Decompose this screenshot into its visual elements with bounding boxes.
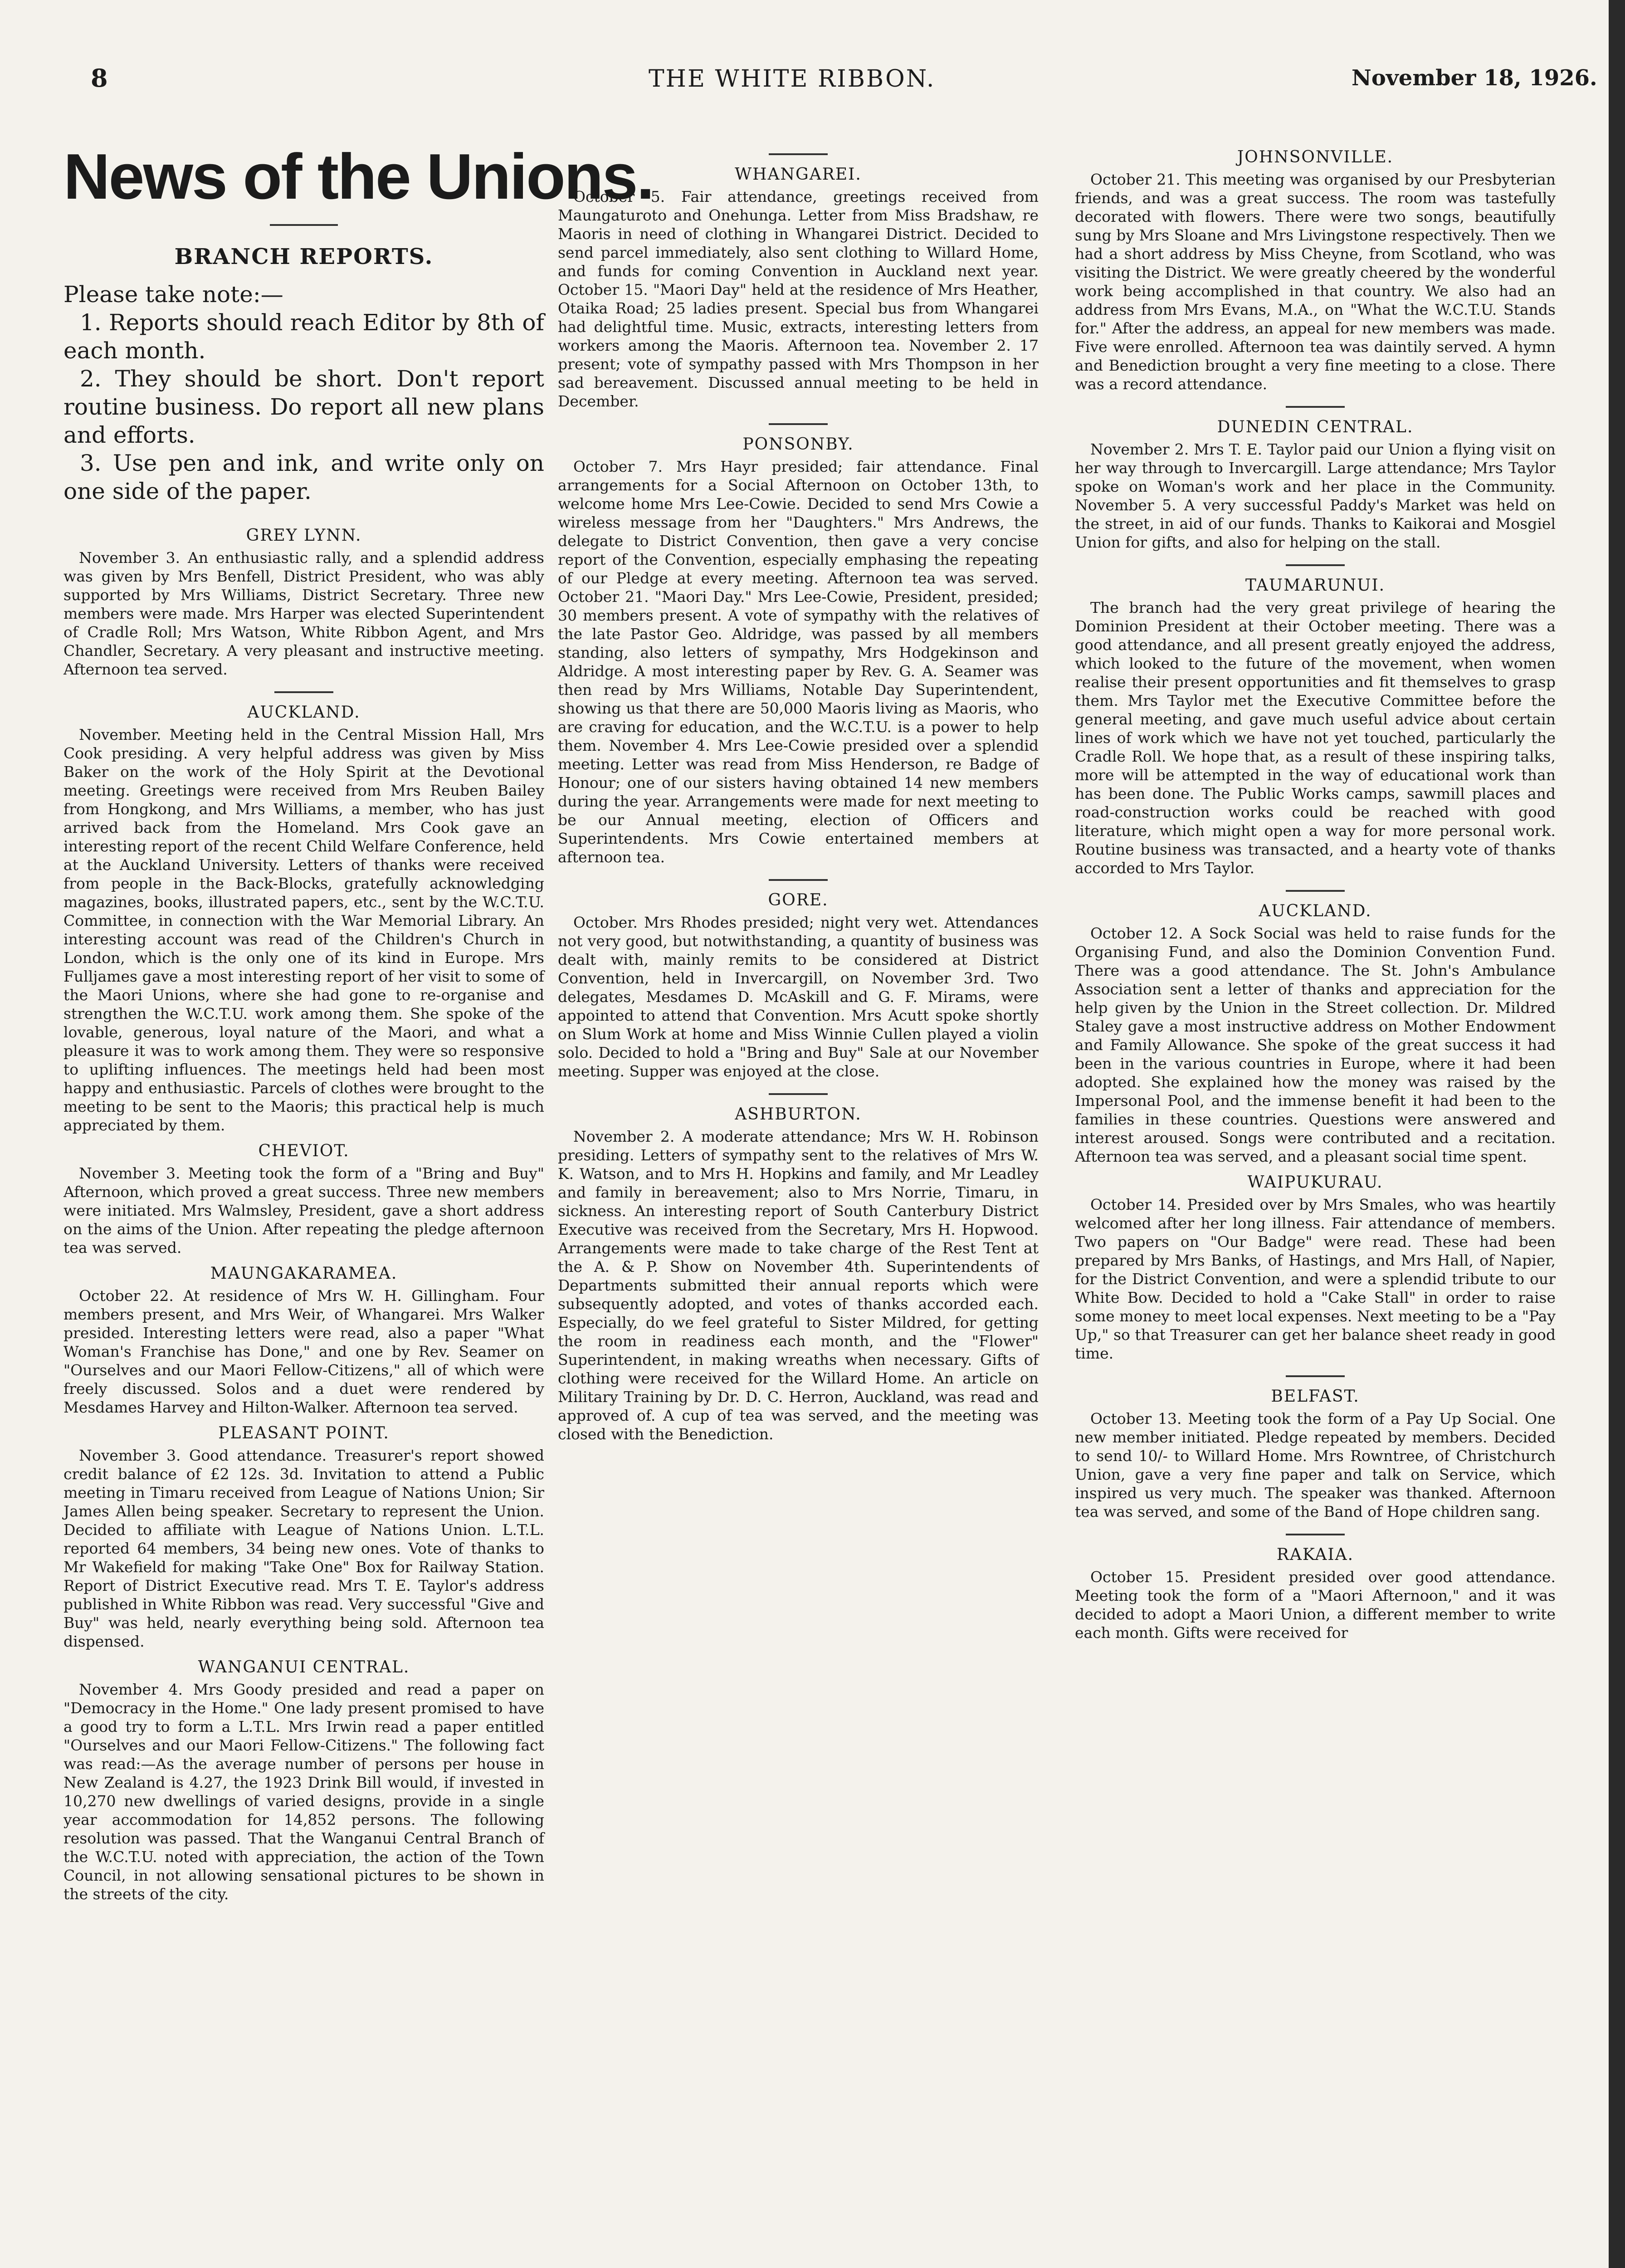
report-title: ASHBURTON. (735, 1105, 862, 1124)
report-grey-lynn (63, 526, 544, 679)
spacer (63, 505, 544, 519)
report-text: October 14. Presided over by Mrs Smales, who was heartily welcomed after her long illness. Fair attendance of members. Two papers on "Our Badge" were read. These had been prepared by Mrs Banks, of Hastings, and Mrs Hall, of Napier, for the District Convention, and were a splendid tribute to our White Bow. Decided to hold a "Cake Stall" in order to raise some money to meet local expenses. Next meeting to be a "Pay Up," so that Treasurer can get her balance sheet ready in good time. (1075, 1196, 1556, 1362)
report-taumarunui (1075, 576, 1556, 877)
report-text: November 4. Mrs Goody presided and read a paper on "Democracy in the Home." One lady present promised to have a good try to form a L.T.L. Mrs Irwin read a paper entitled "Ourselves and our Maori Fellow-Citizens." The following fact was read:—As the average number of persons per house in New Zealand is 4.27, the 1923 Drink Bill would, if invested in 10,270 new dwellings of varied designs, provide in a single year accommodation for 14,852 persons. The following resolution was passed. That the Wanganui Central Branch of the W.C.T.U. noted with appreciation, the action of the Town Council, in not allowing sensational pictures to be shown in the streets of the city. (63, 1681, 544, 1903)
column-3 (1075, 141, 1556, 2268)
report-title: MAUNGAKARAMEA. (210, 1264, 398, 1283)
report-auckland-2 (1075, 902, 1556, 1166)
report-dunedin-central (1075, 418, 1556, 552)
running-head (0, 59, 1625, 100)
divider (270, 224, 338, 226)
note-item: 1. Reports should reach Editor by 8th of each month. (63, 309, 544, 364)
divider (769, 1093, 828, 1095)
report-text: October 15. President presided over good attendance. Meeting took the form of a "Maori Afternoon," and it was decided to adopt a Maori Union, a different member to write each month. Gifts were received for (1075, 1568, 1556, 1642)
report-title: DUNEDIN CENTRAL. (1217, 418, 1414, 436)
divider (769, 879, 828, 881)
report-wanganui-central (63, 1658, 544, 1903)
report-text: November. Meeting held in the Central Mission Hall, Mrs Cook presiding. A very helpful address was given by Miss Baker on the work of the Holy Spirit at the Devotional meeting. Greetings were received from Mrs Reuben Bailey from Hongkong, and Mrs Williams, a member, who has just arrived back from the Homeland. Mrs Cook gave an interesting report of the recent Child Welfare Conference, held at the Auckland University. Letters of thanks were received from people in the Back-Blocks, gratefully acknowledging magazines, books, illustrated papers, etc., sent by the W.C.T.U. Committee, in connection with the War Memorial Library. An interesting account was read of the Children's Church in London, which is the only one of its kind in Europe. Mrs Fulljames gave a most interesting report of her visit to some of the Maori Unions, where she had gone to re-organise and strengthen the W.C.T.U. work among them. She spoke of the lovable, generous, loyal nature of the Maori, and what a pleasure it was to work among them. They were so responsive to uplifting influences. The meetings held had been most happy and enthusiastic. Parcels of clothes were brought to the meeting to be sent to the Maoris; this practical help is much appreciated by them. (63, 726, 544, 1134)
issue-date: November 18, 1926. (1352, 65, 1597, 91)
report-title: GREY LYNN. (246, 526, 362, 545)
report-title: RAKAIA. (1276, 1545, 1354, 1564)
report-text: November 3. Meeting took the form of a "Bring and Buy" Afternoon, which proved a great success. Three new members were initiated. Mrs Walmsley, President, gave a short address on the aims of the Union. After repeating the pledge afternoon tea was served. (63, 1164, 544, 1256)
report-text: The branch had the very great privilege of hearing the Dominion President at their October meeting. There was a good attendance, and all present greatly enjoyed the address, which looked to the future of the movement, when women realise their present opportunities and fit themselves to grasp them. Mrs Taylor met the Executive Committee before the general meeting, and gave much useful advice about certain lines of work which we have not yet touched, particularly the Cradle Roll. We hope that, as a result of these inspiring talks, more will be attempted in the way of educational work than has been done. The Public Works camps, sawmill places and road-construction works could be reached with good literature, which might open a way for more personal work. Routine business was transacted, and a hearty vote of thanks accorded to Mrs Taylor. (1075, 599, 1556, 877)
report-text: October 7. Mrs Hayr presided; fair attendance. Final arrangements for a Social Afternoon on October 13th, to welcome home Mrs Lee-Cowie. Decided to send Mrs Cowie a wireless message from her "Daughters." Mrs Andrews, the delegate to District Convention, then gave a very concise report of the Convention, especially emphasing the repeating of our Pledge at every meeting. Afternoon tea was served. October 21. "Maori Day." Mrs Lee-Cowie, President, presided; 30 members present. A vote of sympathy with the relatives of the late Pastor Geo. Aldridge, was passed by all members standing, also letters of sympathy, Mrs Hodgekinson and Aldridge. A most interesting paper by Rev. G. A. Seamer was then read by Mrs Williams, Notable Day Superintendent, showing us that there are 50,000 Maoris living as Maoris, who are craving for education, and the W.C.T.U. is a power to help them. November 4. Mrs Lee-Cowie presided over a splendid meeting. Letter was read from Miss Henderson, re Badge of Honour; one of our sisters having obtained 14 new members during the year. Arrangements were made for next meeting to be our Annual meeting, election of Officers and Superintendents. Mrs Cowie entertained members at afternoon tea. (558, 458, 1039, 866)
report-pleasant-point (63, 1424, 544, 1651)
report-text: October 12. A Sock Social was held to raise funds for the Organising Fund, and also the Dominion Convention Fund. There was a good attendance. The St. John's Ambulance Association sent a letter of thanks and appreciation for the help given by the Union in the Street collection. Dr. Mildred Staley gave a most instructive address on Mother Endowment and Family Allowance. She spoke of the great success it had been in the various countries in Europe, where it had been adopted. She explained how the money was raised by the Impersonal Pool, and the immense benefit it had been to the families in these countries. Questions were answered and interest aroused. Songs were contributed and a recitation. Afternoon tea was served, and a pleasant social time spent. (1075, 924, 1556, 1165)
divider (1286, 1375, 1345, 1377)
report-text: November 2. Mrs T. E. Taylor paid our Union a flying visit on her way through to Invercargill. Large attendance; Mrs Taylor spoke on Woman's work and her place in the Community. November 5. A very successful Paddy's Market was held on the street, in aid of our funds. Thanks to Kaikorai and Mosgiel Union for gifts, and also for helping on the stall. (1075, 440, 1556, 551)
report-title: WANGANUI CENTRAL. (198, 1658, 410, 1677)
report-johnsonville (1075, 148, 1556, 393)
report-title: GORE. (768, 891, 829, 909)
divider (1286, 1534, 1345, 1535)
report-text: November 2. A moderate attendance; Mrs W. H. Robinson presiding. Letters of sympathy sent to the relatives of Mrs W. K. Watson, and to Mrs H. Hopkins and family, and Mr Leadley and family in bereavement; also to Mrs Norrie, Timaru, in sickness. An interesting report of South Canterbury District Executive was received from the Secretary, Mrs H. Hopwood. Arrangements were made to take charge of the Rest Tent at the A. & P. Show on November 4th. Superintendents of Departments submitted their annual reports which were subsequently adopted, and votes of thanks accorded each. Especially, do we feel grateful to Sister Mildred, for getting the room in readiness each month, and the "Flower" Superintendent, in making wreaths when necessary. Gifts of clothing were received for the Willard Home. An article on Military Training by Dr. D. C. Herron, Auckland, was read and approved of. A cup of tea was served, and the meeting was closed with the Benediction. (558, 1128, 1039, 1443)
note-item: 3. Use pen and ink, and write only on one side of the paper. (63, 450, 544, 504)
report-title: PONSONBY. (742, 435, 854, 454)
divider (769, 423, 828, 425)
report-title: JOHNSONVILLE. (1237, 148, 1394, 166)
report-text: October. Mrs Rhodes presided; night very wet. Attendances not very good, but notwithstanding, a quantity of business was dealt with, mainly remits to be considered at District Convention, held in Invercargill, on November 3rd. Two delegates, Mesdames D. McAskill and G. F. Mirams, were appointed to attend that Convention. Mrs Acutt spoke shortly on Slum Work at home and Miss Winnie Cullen played a violin solo. Decided to hold a "Bring and Buy" Sale at our November meeting. Supper was enjoyed at the close. (558, 914, 1039, 1080)
report-text: October 5. Fair attendance, greetings received from Maungaturoto and Onehunga. Letter from Miss Bradshaw, re Maoris in need of clothing in Whangarei District. Decided to send parcel immediately, also sent clothing to Willard Home, and funds for coming Convention in Auckland next year. October 15. "Maori Day" held at the residence of Mrs Heather, Otaika Road; 25 ladies present. Special bus from Whangarei had delightful time. Music, extracts, interesting letters from workers among the Maoris. Afternoon tea. November 2. 17 present; vote of sympathy passed with Mrs Thompson in her sad bereavement. Discussed annual meeting to be held in December. (558, 188, 1039, 410)
column-2 (558, 141, 1039, 2268)
column-1 (63, 141, 653, 2268)
notes-intro: Please take note:— (63, 281, 283, 308)
report-text: October 13. Meeting took the form of a Pay Up Social. One new member initiated. Pledge repeated by members. Decided to send 10/- to Willard Home. Mrs Rowntree, of Christchurch Union, gave a very fine paper and talk on Service, which inspired us very much. The speaker was thanked. Afternoon tea was served, and some of the Band of Hope children sang. (1075, 1410, 1556, 1520)
report-gore (558, 891, 1039, 1080)
report-title: CHEVIOT. (258, 1142, 350, 1160)
report-ashburton (558, 1105, 1039, 1443)
publication-title: THE WHITE RIBBON. (649, 65, 936, 93)
report-waipukurau (1075, 1173, 1556, 1363)
report-ponsonby (558, 435, 1039, 866)
report-text: November 3. Good attendance. Treasurer's report showed credit balance of £2 12s. 3d. Invitation to attend a Public meeting in Timaru received from League of Nations Union; Sir James Allen being speaker. Secretary to represent the Union. Decided to affiliate with League of Nations Union. L.T.L. reported 64 members, 34 being new ones. Vote of thanks to Mr Wakefield for making "Take One" Box for Railway Station. Report of District Executive read. Mrs T. E. Taylor's address published in White Ribbon was read. Very successful "Give and Buy" was held, nearly everything being sold. Afternoon tea dispensed. (63, 1447, 544, 1650)
divider (1286, 564, 1345, 566)
report-auckland-1 (63, 703, 544, 1134)
report-title: AUCKLAND. (1259, 902, 1372, 920)
report-title: BELFAST. (1271, 1387, 1360, 1406)
page-number: 8 (91, 64, 108, 93)
report-text: November 3. An enthusiastic rally, and a splendid address was given by Mrs Benfell, District President, who was ably supported by Mrs Williams, District Secretary. Three new members were made. Mrs Harper was elected Superintendent of Cradle Roll; Mrs Watson, White Ribbon Agent, and Mrs Chandler, Secretary. A very pleasant and instructive meeting. Afternoon tea served. (63, 549, 544, 678)
page-headline: News of the Unions. (63, 141, 653, 213)
report-title: WAIPUKURAU. (1247, 1173, 1383, 1192)
report-whangarei (558, 165, 1039, 411)
report-maungakaramea (63, 1264, 544, 1417)
divider (1286, 406, 1345, 408)
divider (769, 153, 828, 155)
report-text: October 22. At residence of Mrs W. H. Gillingham. Four members present, and Mrs Weir, of Whangarei. Mrs Walker presided. Interesting letters were read, also a paper "What Woman's Franchise has Done," and one by Rev. Seamer on "Ourselves and our Maori Fellow-Citizens," all of which were freely discussed. Solos and a duet were rendered by Mesdames Harvey and Hilton-Walker. Afternoon tea served. (63, 1287, 544, 1416)
report-text: October 21. This meeting was organised by our Presbyterian friends, and was a great success. The room was tastefully decorated with flowers. There were two songs, beautifully sung by Mrs Sloane and Mrs Livingstone respectively. Then we had a short address by Miss Cheyne, from Scotland, who was visiting the District. We were greatly cheered by the wonderful work being accomplished in that country. We also had an address from Mrs Evans, M.A., on "What the W.C.T.U. Stands for." After the address, an appeal for new members was made. Five were enrolled. Afternoon tea was daintily served. A hymn and Benediction brought a very fine meeting to a close. There was a record attendance. (1075, 171, 1556, 393)
report-title: AUCKLAND. (247, 703, 361, 722)
page-edge-shadow (1609, 0, 1625, 2268)
report-title: WHANGAREI. (735, 165, 862, 184)
report-cheviot (63, 1142, 544, 1257)
divider (1286, 890, 1345, 892)
report-title: PLEASANT POINT. (218, 1424, 390, 1442)
divider (274, 691, 333, 693)
section-heading: BRANCH REPORTS. (174, 244, 434, 269)
report-belfast (1075, 1387, 1556, 1521)
report-title: TAUMARUNUI. (1245, 576, 1386, 595)
note-item: 2. They should be short. Don't report routine business. Do report all new plans and efforts. (63, 366, 544, 448)
report-rakaia (1075, 1545, 1556, 1642)
